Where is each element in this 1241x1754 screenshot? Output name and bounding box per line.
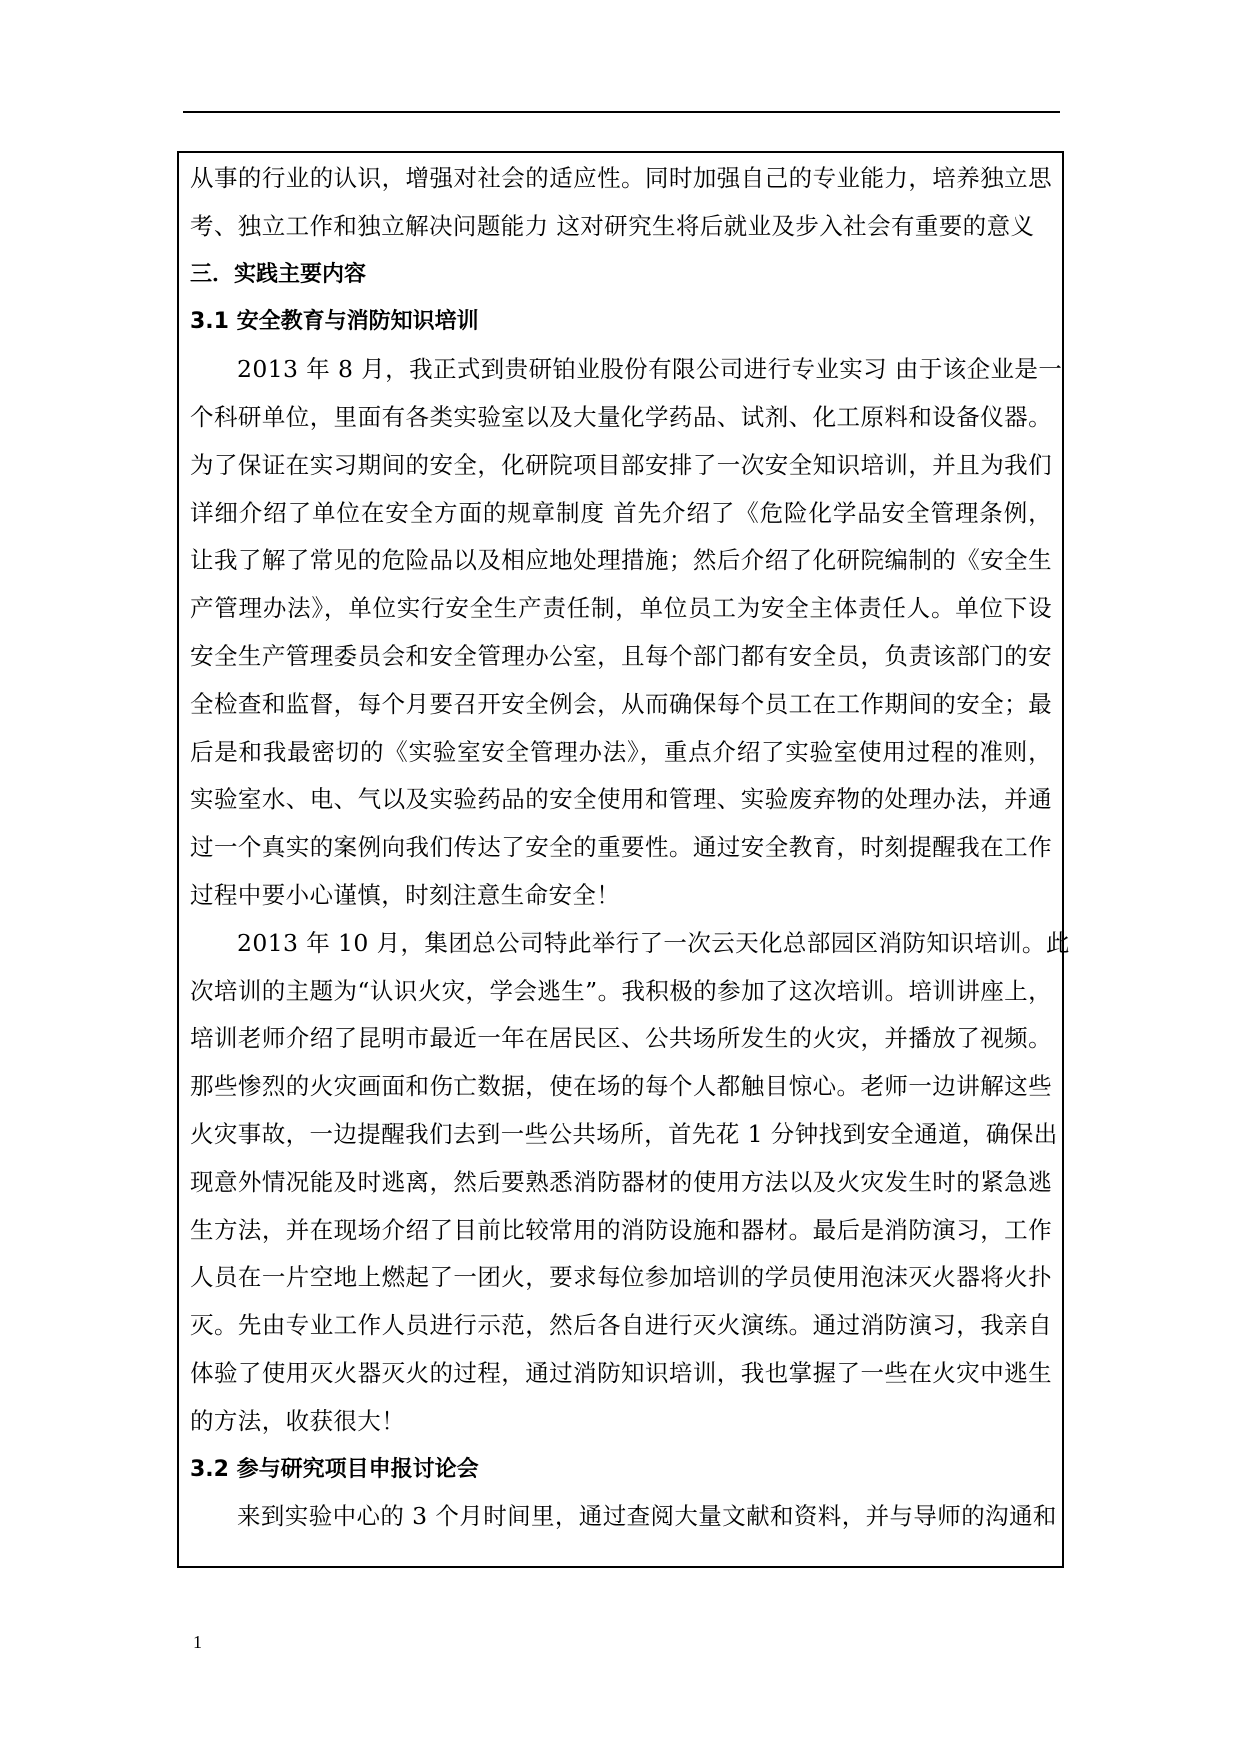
body-line: 产管理办法》，单位实行安全生产责任制，单位员工为安全主体责任人。单位下设 bbox=[190, 594, 1052, 623]
body-line: 个科研单位，里面有各类实验室以及大量化学药品、试剂、化工原料和设备仪器。 bbox=[190, 402, 1052, 431]
body-line: 详细介绍了单位在安全方面的规章制度 首先介绍了《危险化学品安全管理条例， bbox=[190, 498, 1052, 527]
body-line: 从事的行业的认识，增强对社会的适应性。同时加强自己的专业能力，培养独立思 bbox=[190, 164, 1052, 192]
body-line: 实验室水、电、气以及实验药品的安全使用和管理、实验废弃物的处理办法，并通 bbox=[190, 785, 1052, 814]
body-line: 考、独立工作和独立解决问题能力 这对研究生将后就业及步入社会有重要的意义 bbox=[190, 211, 1035, 240]
body-line: 让我了解了常见的危险品以及相应地处理措施；然后介绍了化研院编制的《安全生 bbox=[190, 546, 1052, 575]
body-line: 来到实验中心的 3 个月时间里，通过查阅大量文献和资料，并与导师的沟通和 bbox=[237, 1502, 1057, 1531]
body-line: 全检查和监督，每个月要召开安全例会，从而确保每个员工在工作期间的安全；最 bbox=[190, 689, 1052, 718]
subsection-title: 3.1 安全教育与消防知识培训 bbox=[190, 309, 479, 335]
body-line: 现意外情况能及时逃离，然后要熟悉消防器材的使用方法以及火灾发生时的紧急逃 bbox=[190, 1167, 1052, 1196]
body-line: 次培训的主题为“认识火灾，学会逃生”。我积极的参加了这次培训。培训讲座上， bbox=[190, 976, 1052, 1005]
subsection-title: 3.2 参与研究项目申报讨论会 bbox=[190, 1456, 479, 1482]
section-title: 三．实践主要内容 bbox=[190, 261, 367, 287]
body-line: 生方法，并在现场介绍了目前比较常用的消防设施和器材。最后是消防演习，工作 bbox=[190, 1215, 1052, 1244]
body-line: 2013 年 10 月，集团总公司特此举行了一次云天化总部园区消防知识培训。此 bbox=[237, 928, 1070, 957]
body-line: 安全生产管理委员会和安全管理办公室，且每个部门都有安全员，负责该部门的安 bbox=[190, 641, 1052, 670]
body-line: 火灾事故，一边提醒我们去到一些公共场所，首先花 1 分钟找到安全通道，确保出 bbox=[190, 1119, 1058, 1148]
body-line: 2013 年 8 月，我正式到贵研铂业股份有限公司进行专业实习 由于该企业是一 bbox=[237, 355, 1063, 384]
document-body bbox=[190, 155, 1070, 1541]
body-line: 过一个真实的案例向我们传达了安全的重要性。通过安全教育，时刻提醒我在工作 bbox=[190, 833, 1052, 862]
body-line: 那些惨烈的火灾画面和伤亡数据，使在场的每个人都触目惊心。老师一边讲解这些 bbox=[190, 1072, 1052, 1101]
body-line: 为了保证在实习期间的安全，化研院项目部安排了一次安全知识培训，并且为我们 bbox=[190, 450, 1052, 479]
body-line: 体验了使用灭火器灭火的过程，通过消防知识培训，我也掌握了一些在火灾中逃生 bbox=[190, 1358, 1052, 1387]
page-number: 1 bbox=[193, 1632, 202, 1652]
body-line: 后是和我最密切的《实验室安全管理办法》，重点介绍了实验室使用过程的准则， bbox=[190, 737, 1052, 766]
body-line: 培训老师介绍了昆明市最近一年在居民区、公共场所发生的火灾，并播放了视频。 bbox=[190, 1024, 1052, 1053]
body-line: 人员在一片空地上燃起了一团火，要求每位参加培训的学员使用泡沫灭火器将火扑 bbox=[190, 1263, 1052, 1292]
body-line: 的方法，收获很大！ bbox=[190, 1406, 406, 1435]
header-rule bbox=[183, 111, 1060, 113]
body-line: 灭。先由专业工作人员进行示范，然后各自进行灭火演练。通过消防演习，我亲自 bbox=[190, 1311, 1052, 1340]
body-line: 过程中要小心谨慎，时刻注意生命安全！ bbox=[190, 880, 621, 909]
